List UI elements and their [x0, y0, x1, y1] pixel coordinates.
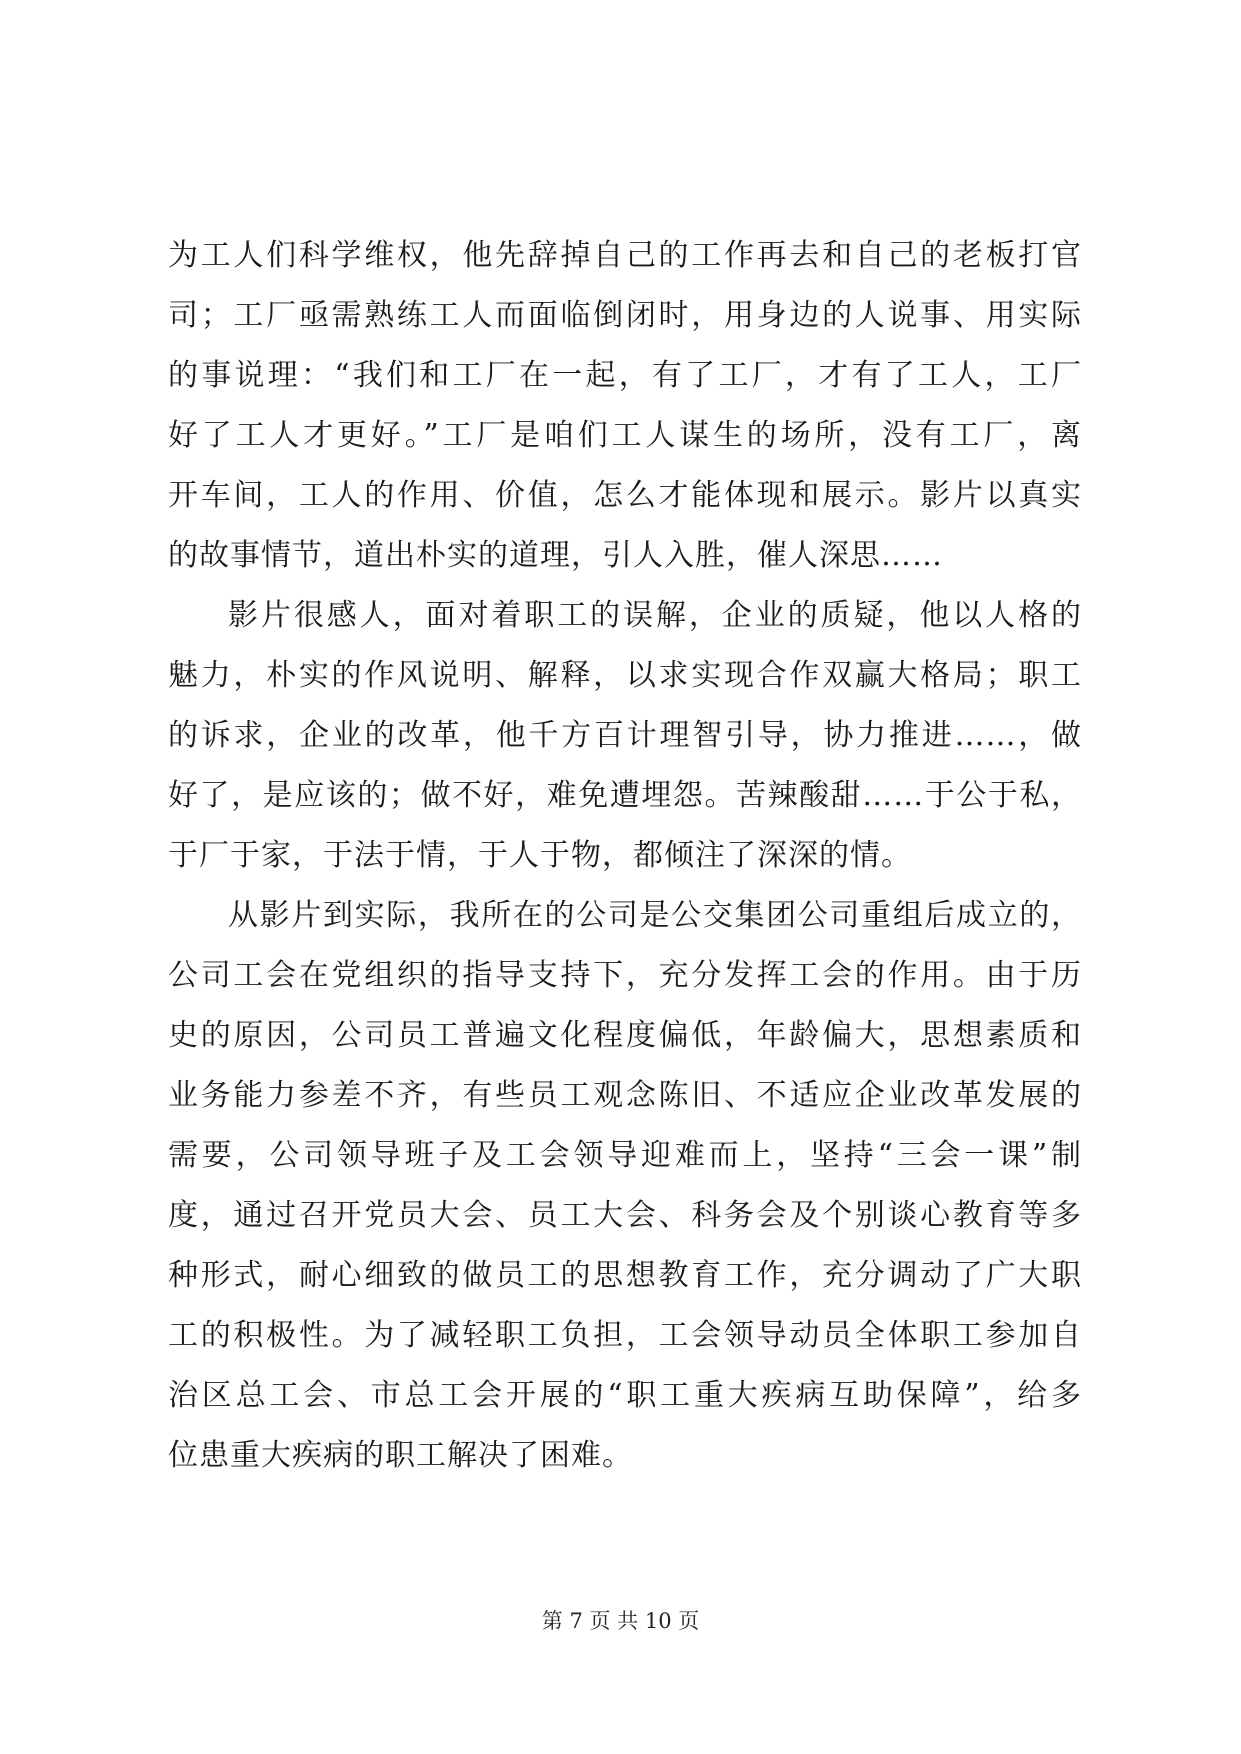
- text-line: 魅力，朴实的作风说明、解释，以求实现合作双赢大格局；职工: [168, 658, 1082, 693]
- text-line: 于厂于家，于法于情，于人于物，都倾注了深深的情。: [168, 838, 912, 873]
- page-footer: [0, 1606, 1241, 1636]
- paragraph-2: [168, 586, 1082, 886]
- text-line: 好了，是应该的；做不好，难免遭埋怨。苦辣酸甜……于公于私，: [168, 778, 1082, 813]
- text-line: 公司工会在党组织的指导支持下，充分发挥工会的作用。由于历: [168, 958, 1082, 993]
- paragraph-1: [168, 226, 1082, 586]
- text-line: 治区总工会、市总工会开展的“职工重大疾病互助保障”，给多: [168, 1378, 1082, 1413]
- text-line: 位患重大疾病的职工解决了困难。: [168, 1438, 633, 1473]
- text-line: 的诉求，企业的改革，他千方百计理智引导，协力推进……，做: [168, 718, 1082, 753]
- body-text: [168, 226, 1082, 1486]
- page-number: 第 7 页 共 10 页: [541, 1609, 700, 1633]
- text-line: 从影片到实际，我所在的公司是公交集团公司重组后成立的，: [228, 898, 1082, 933]
- text-line: 为工人们科学维权，他先辞掉自己的工作再去和自己的老板打官: [168, 238, 1082, 273]
- text-line: 种形式，耐心细致的做员工的思想教育工作，充分调动了广大职: [168, 1258, 1082, 1293]
- text-line: 司；工厂亟需熟练工人而面临倒闭时，用身边的人说事、用实际: [168, 298, 1082, 333]
- text-line: 工的积极性。为了减轻职工负担，工会领导动员全体职工参加自: [168, 1318, 1082, 1353]
- text-line: 好了工人才更好。”工厂是咱们工人谋生的场所，没有工厂，离: [168, 418, 1082, 453]
- text-line: 业务能力参差不齐，有些员工观念陈旧、不适应企业改革发展的: [168, 1078, 1082, 1113]
- text-line: 史的原因，公司员工普遍文化程度偏低，年龄偏大，思想素质和: [168, 1018, 1082, 1053]
- text-line: 的事说理：“我们和工厂在一起，有了工厂，才有了工人，工厂: [168, 358, 1082, 393]
- text-line: 需要，公司领导班子及工会领导迎难而上，坚持“三会一课”制: [168, 1138, 1082, 1173]
- paragraph-3: [168, 886, 1082, 1486]
- text-line: 影片很感人，面对着职工的误解，企业的质疑，他以人格的: [228, 598, 1082, 633]
- text-line: 开车间，工人的作用、价值，怎么才能体现和展示。影片以真实: [168, 478, 1082, 513]
- text-line: 的故事情节，道出朴实的道理，引人入胜，催人深思……: [168, 538, 943, 573]
- text-line: 度，通过召开党员大会、员工大会、科务会及个别谈心教育等多: [168, 1198, 1082, 1233]
